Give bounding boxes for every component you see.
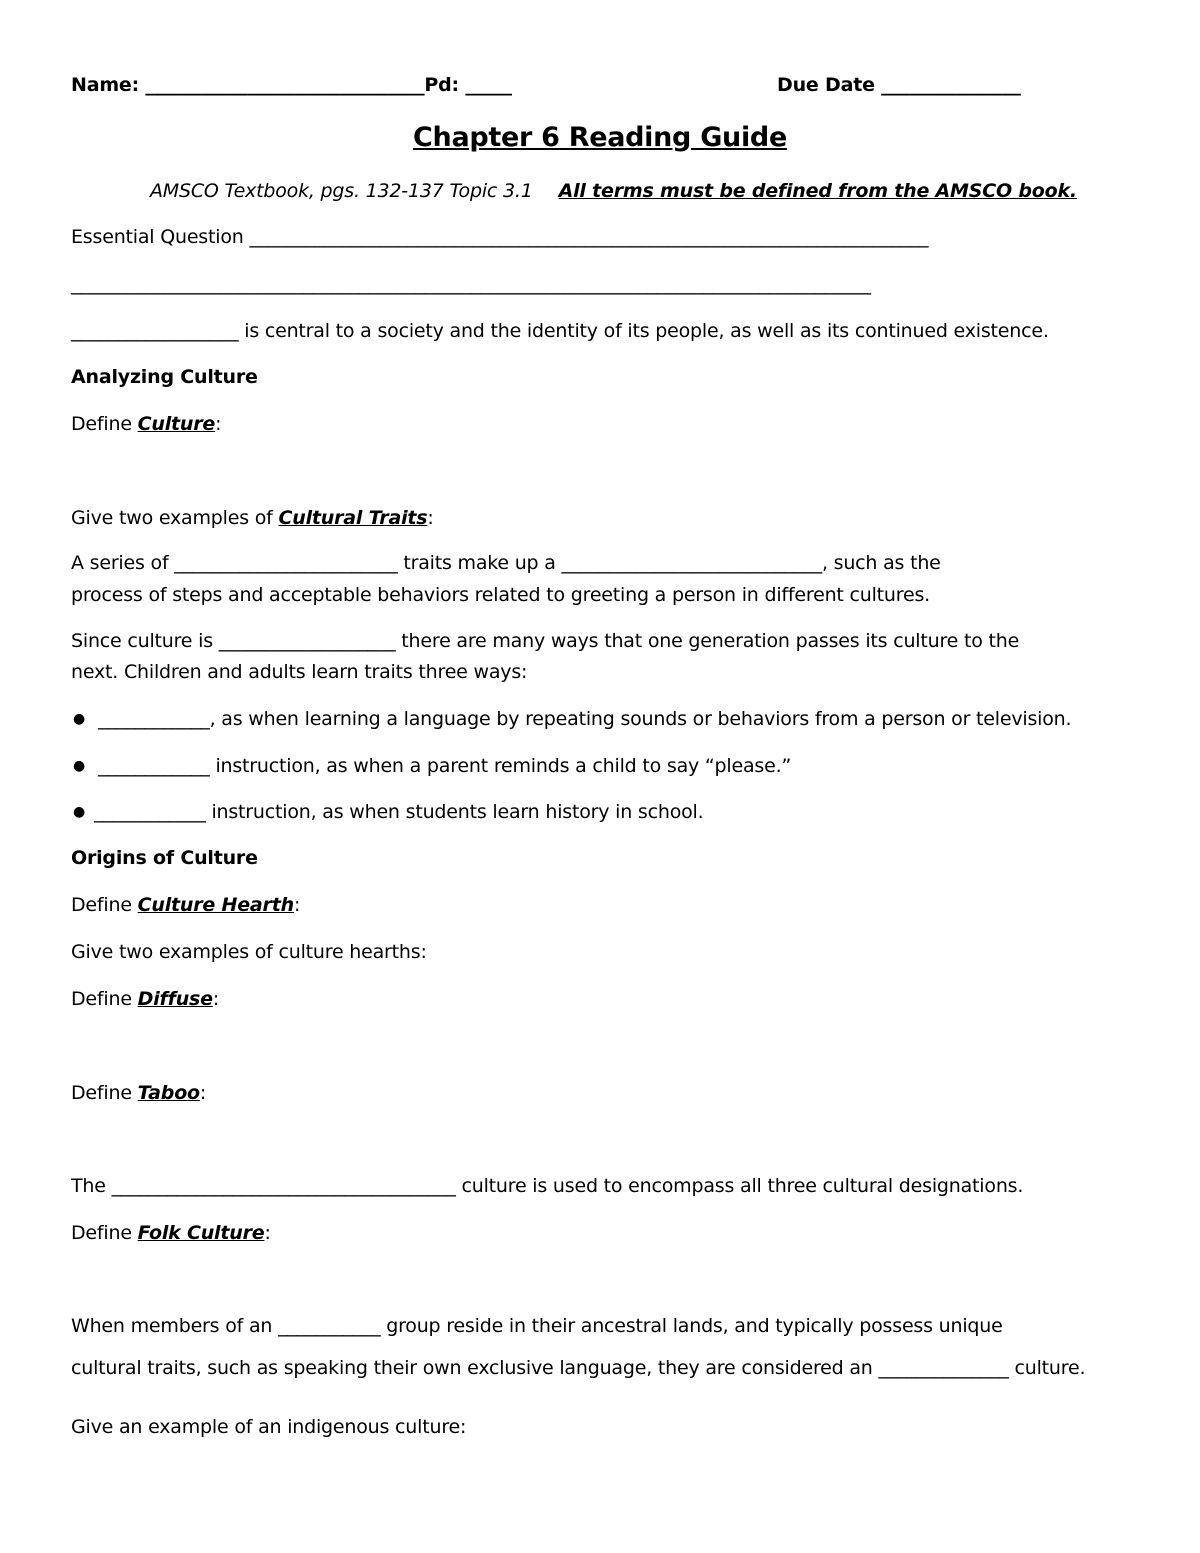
name-period-line[interactable]: Name: ______________________________Pd: _____ (71, 74, 512, 96)
define-prefix: Define (71, 894, 138, 916)
bullet-icon: ● (73, 711, 86, 727)
term-folk-culture: Folk Culture (137, 1222, 265, 1244)
due-date-line[interactable]: Due Date _______________ (777, 74, 1021, 96)
define-prefix: Define (71, 1082, 138, 1104)
colon: : (199, 1082, 207, 1104)
define-culture-hearth[interactable] (71, 894, 300, 916)
series-traits-line[interactable]: A series of ________________________ traits make up a ____________________________, such as the (71, 552, 941, 574)
section-heading-analyzing: Analyzing Culture (71, 366, 258, 388)
source-reference: AMSCO Textbook, pgs. 132-137 Topic 3.1 (150, 180, 533, 202)
define-prefix: Define (71, 988, 138, 1010)
colon: : (212, 988, 220, 1010)
essential-question-line-2[interactable]: ______________________________________________________________________________________ (71, 273, 871, 295)
bullet-item[interactable]: ____________, as when learning a language by repeating sounds or behaviors from a person or television. (98, 708, 1072, 730)
section-heading-origins: Origins of Culture (71, 847, 258, 869)
term-taboo: Taboo (137, 1082, 200, 1104)
define-prefix: Define (71, 413, 138, 435)
define-diffuse[interactable] (71, 988, 219, 1010)
cultural-traits-prompt[interactable] (71, 507, 434, 529)
term-culture-hearth: Culture Hearth (137, 894, 294, 916)
indigenous-example-prompt[interactable]: Give an example of an indigenous culture: (71, 1416, 467, 1438)
term-culture: Culture (137, 413, 216, 435)
indigenous-line-2[interactable]: cultural traits, such as speaking their own exclusive language, they are considered an ______________ culture. (71, 1357, 1086, 1379)
colon: : (215, 413, 222, 435)
indigenous-line[interactable]: When members of an ___________ group reside in their ancestral lands, and typically possess unique (71, 1315, 1003, 1337)
page-title: Chapter 6 Reading Guide (413, 122, 787, 153)
requirement-note: All terms must be defined from the AMSCO book. (558, 180, 1077, 202)
bullet-item[interactable]: ____________ instruction, as when a parent reminds a child to say “please.” (98, 755, 792, 777)
essential-question-line[interactable]: Essential Question _________________________________________________________________________ (71, 226, 929, 248)
define-prefix: Define (71, 1222, 138, 1244)
define-taboo[interactable] (71, 1082, 206, 1104)
cultural-designations-line[interactable]: The _____________________________________ culture is used to encompass all three cultural designations. (71, 1175, 1024, 1197)
define-culture[interactable] (71, 413, 221, 435)
learned-culture-line[interactable]: Since culture is ___________________ there are many ways that one generation passes its culture to the (71, 630, 1020, 652)
series-traits-line-2: process of steps and acceptable behaviors related to greeting a person in different cultures. (71, 584, 930, 606)
colon: : (293, 894, 301, 916)
traits-prefix: Give two examples of (71, 507, 279, 529)
bullet-icon: ● (73, 804, 86, 820)
term-cultural-traits: Cultural Traits (278, 507, 428, 529)
learned-culture-line-2: next. Children and adults learn traits three ways: (71, 661, 528, 683)
subtitle (150, 180, 1077, 202)
term-diffuse: Diffuse (137, 988, 213, 1010)
colon: : (427, 507, 434, 529)
central-statement[interactable]: __________________ is central to a society and the identity of its people, as well as its continued existence. (71, 320, 1049, 342)
colon: : (264, 1222, 271, 1244)
define-folk-culture[interactable] (71, 1222, 271, 1244)
bullet-item[interactable]: ____________ instruction, as when students learn history in school. (94, 801, 704, 823)
bullet-icon: ● (73, 758, 86, 774)
hearth-examples-prompt[interactable]: Give two examples of culture hearths: (71, 941, 427, 963)
